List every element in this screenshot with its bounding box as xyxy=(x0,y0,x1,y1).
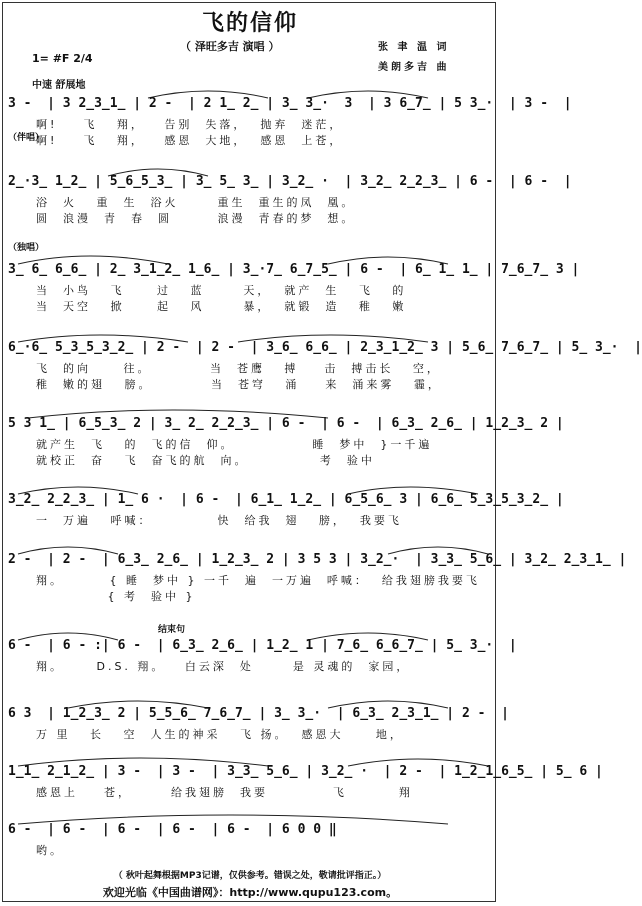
key-signature: 1= #F 2/4 xyxy=(32,52,93,65)
lyric-line-2: 稚 嫩的翅 膀。 当 苍穹 涌 来 涌来雾 霾， xyxy=(36,378,442,391)
lyric-line-1: 一 万遍 呼喊： 快 给我 翅 膀， 我要飞 xyxy=(36,514,402,527)
notation-line: 6̲·6̲ 5̲3̲5̲3̲2̲ | 2 - | 2 - | 3̲6̲ 6̲6̲ | 2̲3̲1̲2̲ 3 | 5̲6̲ 7̲6̲7̲ | 5̲ 3̲· | xyxy=(8,340,642,355)
lyric-line-1: 感恩上 苍， 给我翅膀 我要 飞 翔 xyxy=(36,786,413,799)
notation-line: 3̲ 6̲ 6̲6̲ | 2̲ 3̲1̲2̲ 1̲6̲ | 3̲·7̲ 6̲7̲5̲ | 6 - | 6̲ 1̲ 1̲ | 7̲6̲7̲ 3 | xyxy=(8,262,580,277)
notation-line: 6 3 | 1̲2̲3̲ 2 | 5̲5̲6̲ 7̲6̲7̲ | 3̲ 3̲· | 6̲3̲ 2̲3̲1̲ | 2 - | xyxy=(8,706,509,721)
lyric-line-2: 就校正 奋 飞 奋飞的航 向。 考 验中 xyxy=(36,454,375,467)
lyric-line-1: 哟。 xyxy=(36,844,64,857)
lyric-line-2: 当 天空 掀 起 风 暴， 就锻 造 稚 嫩 xyxy=(36,300,407,313)
notation-line: 6 - | 6 - :| 6 - | 6̲3̲ 2̲6̲ | 1̲2̲ 1 | 7̲6̲ 6̲6̲7̲ | 5̲ 3̲· | xyxy=(8,638,517,653)
notation-line: 2̲·3̲ 1̲2̲ | 5̲6̲5̲3̲ | 3̲ 5̲ 3̲ | 3̲2̲ · | 3̲2̲ 2̲2̲3̲ | 6 - | 6 - | xyxy=(8,174,572,189)
section-tag: （独唱） xyxy=(8,243,45,253)
notation-line: 6 - | 6 - | 6 - | 6 - | 6 - | 6 0 0 ‖ xyxy=(8,822,337,837)
composer-credit: 美朗多吉 曲 xyxy=(378,62,450,73)
song-title: 飞的信仰 xyxy=(201,11,298,36)
lyric-line-1: 就产生 飞 的 飞的信 仰。 睡 梦中 }一千遍 xyxy=(36,438,433,451)
lyric-line-1: 翔。 D.S. 翔。 白云深 处 是 灵魂的 家园， xyxy=(36,660,411,673)
notation-line: 3̲2̲ 2̲2̲3̲ | 1̲ 6 · | 6 - | 6̲1̲ 1̲2̲ | 6̲5̲6̲ 3 | 6̲6̲ 5̲3̲5̲3̲2̲ | xyxy=(8,492,564,507)
lyric-line-1: 万 里 长 空 人生的神采 飞 扬。 感恩大 地， xyxy=(36,728,404,741)
section-tag: （伴唱） xyxy=(8,133,45,143)
lyric-line-1: 浴 火 重 生 浴火 重生 重生的凤 凰。 xyxy=(36,196,356,209)
tempo-marking: 中速 舒展地 xyxy=(32,80,86,91)
lyric-line-2: 圆 浪漫 青 春 圆 浪漫 青春的梦 想。 xyxy=(36,212,356,225)
lyric-line-1: 翔。 { 睡 梦中 } 一千 遍 一万遍 呼喊： 给我翅膀我要飞 xyxy=(36,574,480,587)
notation-line: 3 - | 3 2̲3̲1̲ | 2 - | 2 1̲ 2̲ | 3̲ 3̲· 3 | 3 6̲7̲ | 5 3̲· | 3 - | xyxy=(8,96,572,111)
transcriber-note: （ 秋叶起舞根据MP3记谱，仅供参考。错误之处，敬请批评指正。） xyxy=(113,871,387,881)
lyric-line-2: { 考 验中 } xyxy=(36,590,196,603)
section-tag: 结束句 xyxy=(158,625,186,635)
notation-line: 1̲1̲ 2̲1̲2̲ | 3 - | 3 - | 3̲3̲ 5̲6̲ | 3̲2̲ · | 2 - | 1̲2̲1̲6̲5̲ | 5̲ 6 | xyxy=(8,764,603,779)
lyric-line-1: 当 小鸟 飞 过 蓝 天， 就产 生 飞 的 xyxy=(36,284,407,297)
lyric-line-1: 飞 的向 往。 当 苍鹰 搏 击 搏击长 空， xyxy=(36,362,441,375)
notation-line: 2 - | 2 - | 6̲3̲ 2̲6̲ | 1̲2̲3̲ 2 | 3 5 3 | 3̲2̲· | 3̲3̲ 5̲6̲ | 3̲2̲ 2̲3̲1̲ | xyxy=(8,552,627,567)
lyric-line-2: 啊! 飞 翔， 感恩 大地， 感恩 上苍， xyxy=(36,134,344,147)
performer-subtitle: （ 泽旺多吉 演唱 ） xyxy=(180,40,280,53)
lyric-line-1: 啊! 飞 翔， 告别 失落， 抛弃 迷茫， xyxy=(36,118,344,131)
website-footer: 欢迎光临《中国曲谱网》：http://www.qupu123.com。 xyxy=(102,886,398,899)
notation-line: 5 3 1̲ | 6̲5̲3̲ 2 | 3̲ 2̲ 2̲2̲3̲ | 6 - | 6 - | 6̲3̲ 2̲6̲ | 1̲2̲3̲ 2 | xyxy=(8,416,564,431)
lyricist-credit: 张 聿 温 词 xyxy=(378,42,450,53)
